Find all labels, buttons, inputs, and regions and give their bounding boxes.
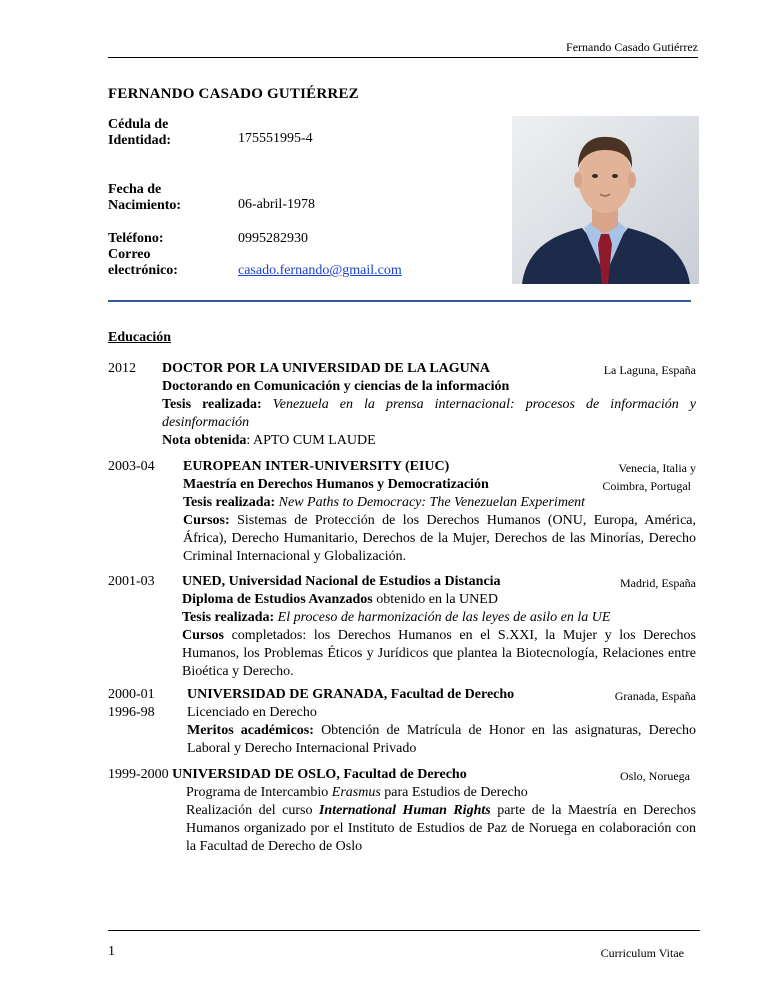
degree-rest: obtenido en la UNED [372,592,498,607]
thesis-label: Tesis realizada: [162,397,262,412]
merits-label: Meritos académicos: [187,723,314,738]
entry-year: 2012 [108,361,136,376]
phone-value: 0995282930 [238,231,308,246]
education-entry [187,686,696,758]
thesis-label: Tesis realizada: [182,610,275,625]
location: La Laguna, España [603,363,696,377]
entry-year: 2000-01 [108,687,155,702]
location: Granada, España [614,689,696,703]
education-entry [108,766,696,856]
courses-text: completados: los Derechos Humanos en el S.XXI, la Mujer y los Derechos Humanos, los Problemas Éticos y Jurídicos que plantea la Biotecnología, Relaciones entre Bioética y Derecho. [182,628,696,679]
institution: UNIVERSIDAD DE OSLO, Facultad de Derecho [172,767,467,782]
id-label: Cédula de Identidad: [108,117,172,148]
section-title-education: Educación [108,330,172,345]
page-number: 1 [108,944,115,959]
courses-label: Cursos: [183,513,230,528]
institution: UNIVERSIDAD DE GRANADA, Facultad de Derecho [187,687,515,702]
course-text: Realización del curso [186,803,319,818]
grade-label: Nota obtenida [162,433,247,448]
degree: Doctorando en Comunicación y ciencias de la información [162,379,510,394]
birth-value: 06-abril-1978 [238,197,315,212]
header-divider [108,57,698,58]
thesis-title: Venezuela en la prensa internacional: procesos de información y desinformación [162,397,696,430]
degree: Diploma de Estudios Avanzados [182,592,373,607]
grade-value: : APTO CUM LAUDE [246,433,376,448]
birth-label: Fecha de Nacimiento: [108,182,182,213]
thesis-title: El proceso de harmonización de las leyes de asilo en la UE [277,610,611,625]
entry-year: 2003-04 [108,459,155,474]
institution: EUROPEAN INTER-UNIVERSITY (EIUC) [183,459,450,474]
profile-photo [512,116,699,284]
email-link[interactable]: casado.fernando@gmail.com [238,263,402,278]
footer-divider [108,930,700,931]
running-header-name: Fernando Casado Gutiérrez [566,40,698,54]
education-entry [162,360,696,450]
education-entry [183,458,696,566]
phone-label: Teléfono: [108,231,164,246]
thesis-title: New Paths to Democracy: The Venezuelan Experiment [278,495,586,510]
location: Oslo, Noruega [620,769,690,783]
institution: DOCTOR POR LA UNIVERSIDAD DE LA LAGUNA [162,361,491,376]
education-entry [182,573,696,681]
location: Madrid, España [620,576,696,590]
degree: Licenciado en Derecho [187,705,317,720]
exchange-text: Programa de Intercambio [186,785,332,800]
courses-text: Sistemas de Protección de los Derechos Humanos (ONU, Europa, América, África), Derecho Humanitario, Derechos de la Mujer, Derechos de las Minorías, Derecho Criminal Internacional y Globalización. [183,513,697,564]
location: Venecia, Italia y [618,461,696,475]
courses-label: Cursos [182,628,225,643]
course-description: parte de la Maestría en Derechos Humanos organizado por el Instituto de Estudios de Paz de Noruega en colaboración con la Facultad de Derecho de Oslo [186,803,696,854]
footer-label: Curriculum Vitae [600,946,684,960]
email-label: Correo electrónico: [108,247,178,278]
merits-text: Obtención de Matrícula de Honor en las asignaturas, Derecho Laboral y Derecho Internacional Privado [187,723,696,756]
institution: UNED, Universidad Nacional de Estudios a Distancia [182,574,501,589]
section-divider [108,300,691,302]
entry-year: 2001-03 [108,574,155,589]
course-name: International Human Rights [318,803,491,818]
exchange-text-end: para Estudios de Derecho [380,785,528,800]
degree: Maestría en Derechos Humanos y Democratización [183,477,489,492]
cv-title: FERNANDO CASADO GUTIÉRREZ [108,86,359,102]
exchange-program: Erasmus [331,785,381,800]
id-value: 175551995-4 [238,131,313,146]
entry-year-secondary: 1996-98 [108,705,155,720]
location-secondary: Coimbra, Portugal [602,479,691,493]
thesis-label: Tesis realizada: [183,495,276,510]
entry-year: 1999-2000 [108,767,169,782]
